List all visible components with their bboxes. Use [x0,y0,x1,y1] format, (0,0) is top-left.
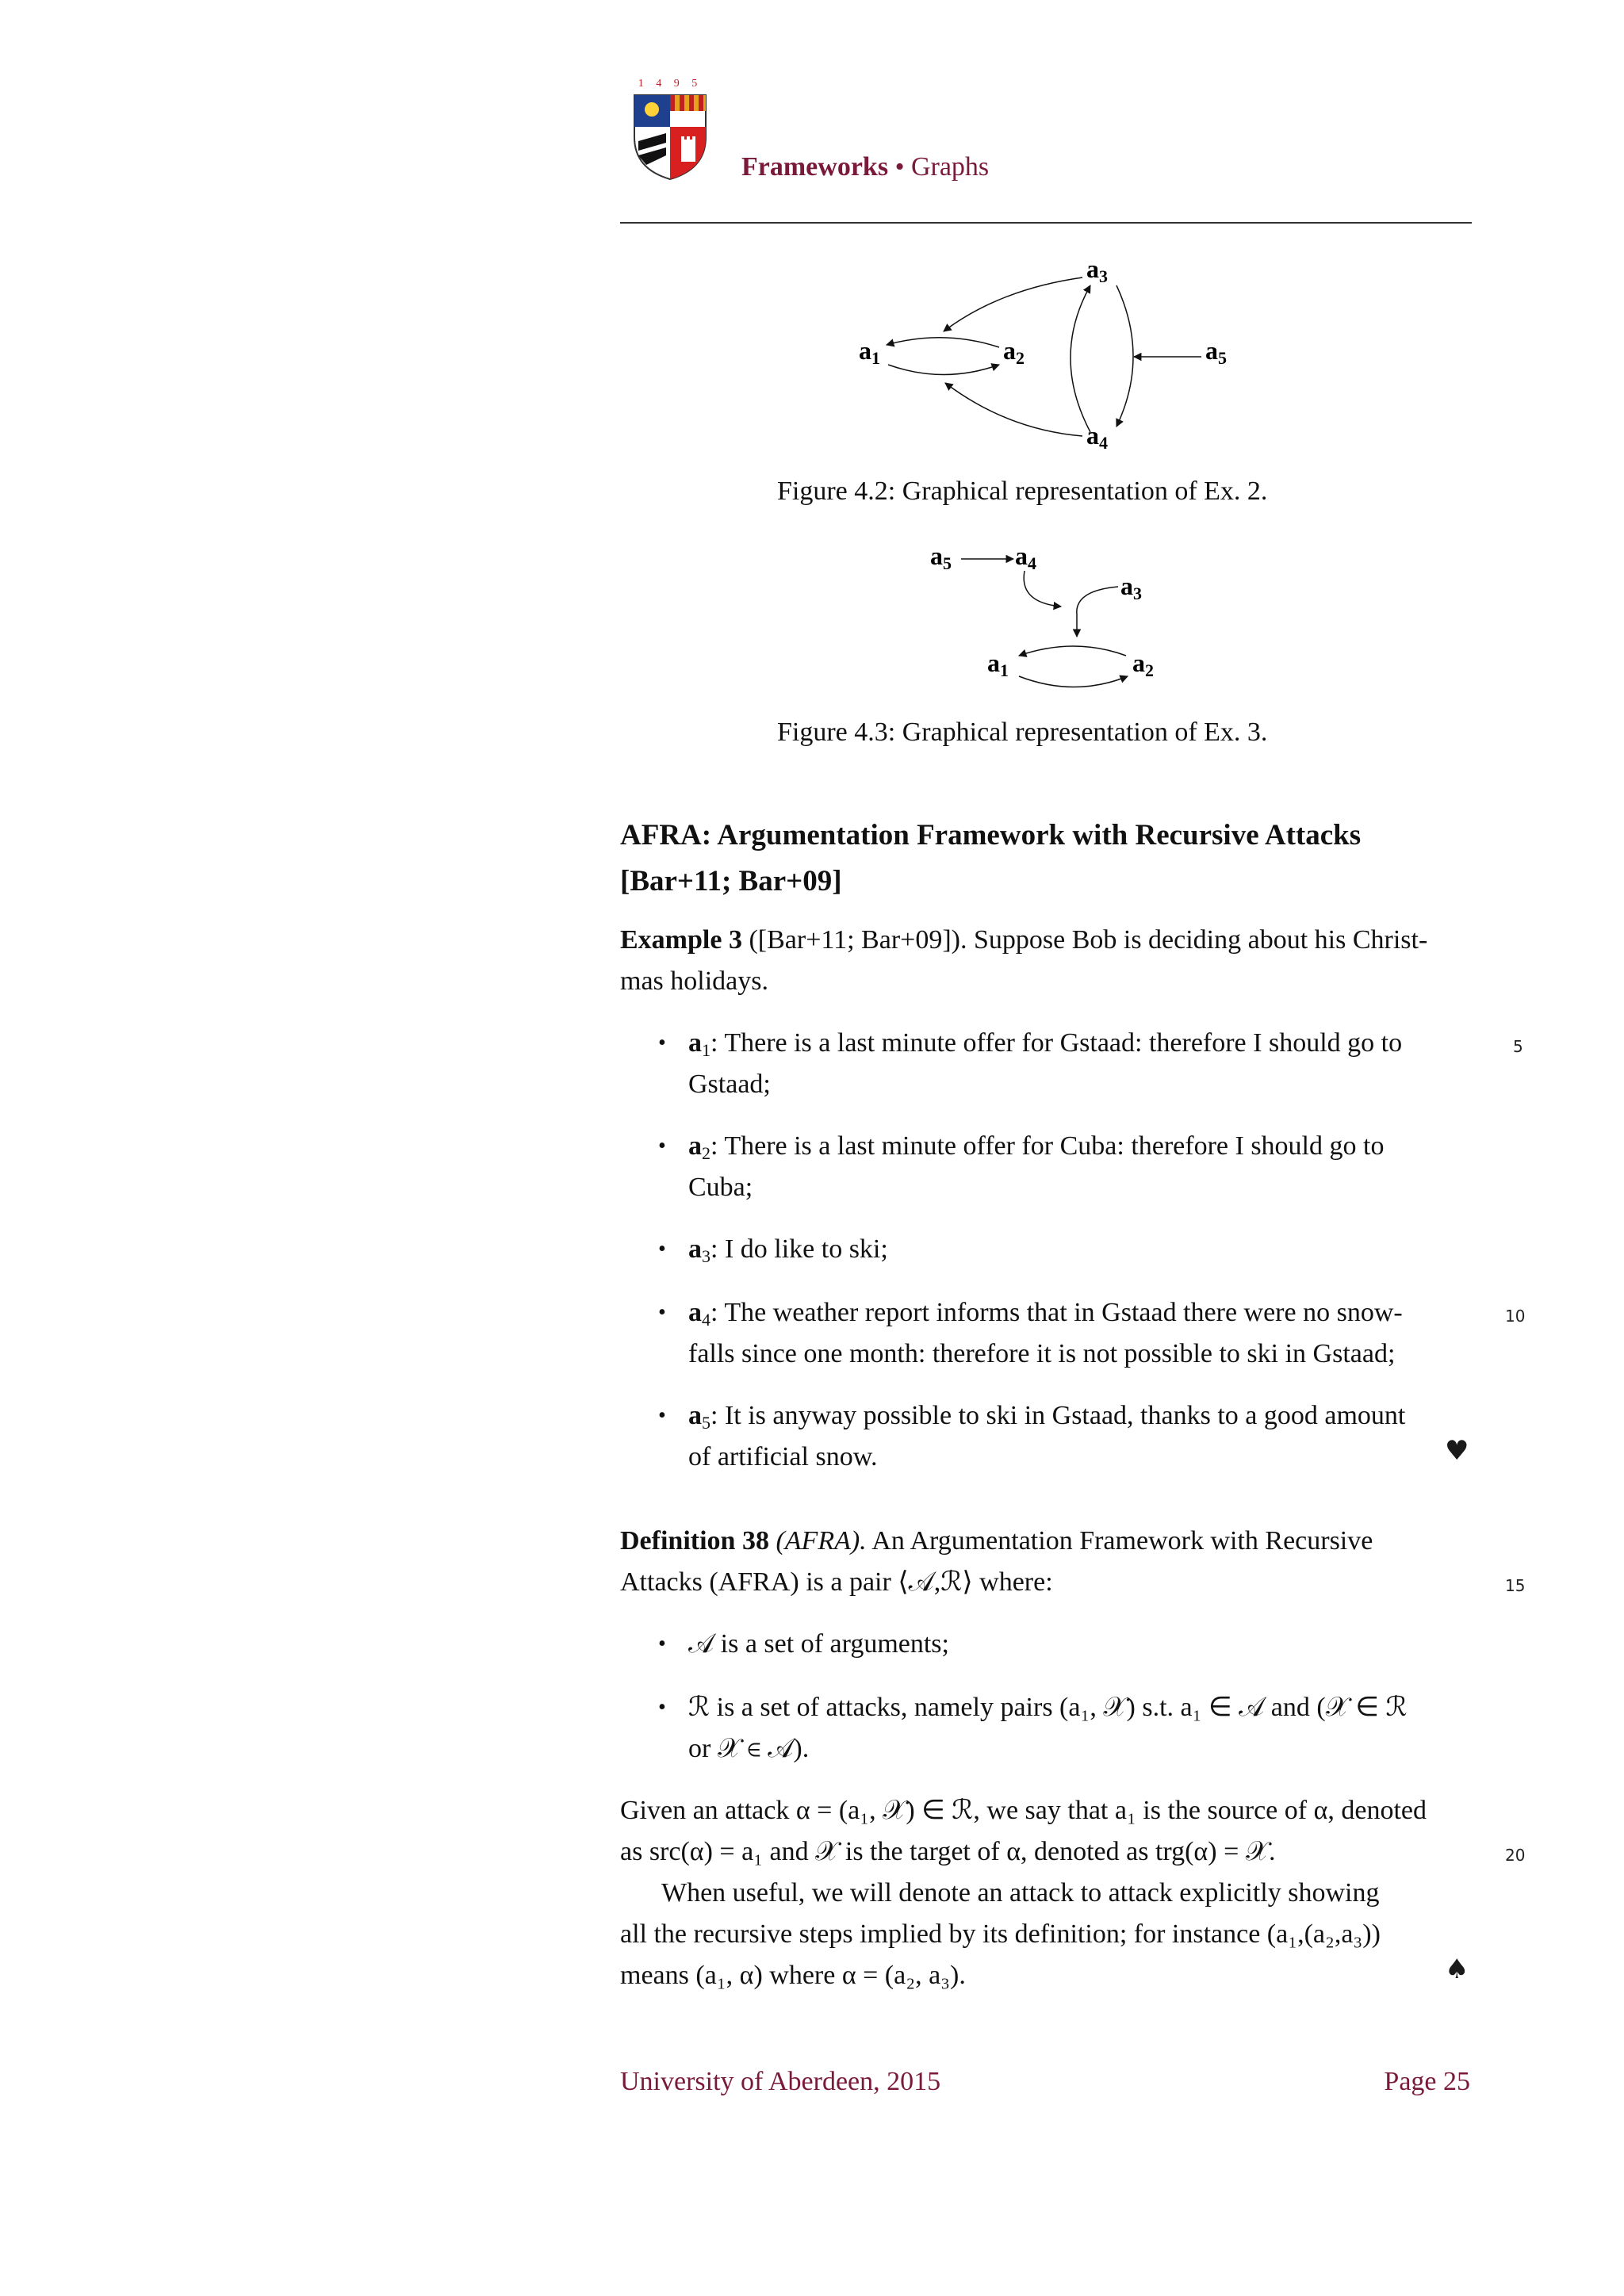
section-heading-line1: AFRA: Argumentation Framework with Recursive Attacks [620,819,1362,851]
figure-4-2-caption: Figure 4.2: Graphical representation of Ex. 2. [777,476,1268,506]
definition-38-item-2: • ℛ is a set of attacks, namely pairs (a₁, 𝒳) s.t. a₁ ∈ 𝒜 and (𝒳 ∈ ℛ or 𝒳 ∈ 𝒜). [658,1693,1408,1763]
definition-38-item-1: • 𝒜 is a set of arguments; [658,1629,949,1659]
running-header [741,152,989,182]
section-heading-line2: [Bar+11; Bar+09] [620,865,842,897]
fig42-edge-a3-a1 [944,277,1082,331]
fig42-edge-a4-a1 [945,383,1082,436]
line-number-10: 10 [1505,1307,1526,1326]
example-3-item-a3: • $a_3$: I do like to ski; [658,1234,888,1266]
figure-4-3-graph [920,535,1174,702]
fig42-node-a2: a2 [1003,336,1025,368]
header-subsection: Graphs [910,152,990,182]
figure-4-3-caption: Figure 4.3: Graphical representation of Ex. 3. [777,718,1268,747]
definition-38-name: (AFRA). [776,1526,867,1556]
example-3-item-a4: • $a_4$: The weather report informs that in Gstaad there were no snow- falls since one month: therefore it is not possible to ski in Gstaad; [658,1298,1403,1368]
fig43-node-a3: a3 [1120,572,1142,603]
header-rule [620,222,1472,224]
fig43-node-a1: a1 [987,649,1009,680]
example-3-intro-line2: mas holidays. [620,966,768,996]
header-separator: • [894,152,905,182]
example-3-item-a1: • $a_1$: There is a last minute offer for Gstaad: therefore I should go to Gstaad; [658,1028,1403,1099]
example-end-heart-icon: ♥ [1445,1435,1469,1467]
header-section: Frameworks [741,152,889,182]
fig42-edge-a3-a4 [1116,285,1133,427]
fig43-edge-a4-attack [1024,571,1061,607]
university-crest [630,78,710,181]
definition-end-spade-icon: ♠ [1445,1954,1469,1985]
definition-38-label: Definition 38 [620,1526,769,1556]
definition-38-line1: An Argumentation Framework with Recursive [871,1526,1373,1556]
footer-university: University of Aberdeen, 2015 [620,2067,941,2096]
crest-year: 1 4 9 5 [638,78,703,90]
paragraph-attack-source-target: Given an attack α = (a₁, 𝒳) ∈ ℛ, we say that a₁ is the source of α, denoted as src(α) = a₁ and 𝒳 is the target of α, denoted as trg(α) = 𝒳. [620,1796,1427,1866]
crest-shield-icon [630,94,710,181]
fig42-edge-a2-a1 [887,338,999,347]
fig42-node-a4: a4 [1086,421,1108,453]
example-3-label: Example 3 [620,925,742,955]
line-number-15: 15 [1505,1576,1526,1595]
line-number-5: 5 [1513,1037,1523,1056]
fig43-edge-a2-a1 [1019,646,1126,656]
example-3-intro [620,920,1472,1002]
fig43-node-a2: a2 [1132,649,1154,680]
example-3-intro-line1: Suppose Bob is deciding about his Christ- [973,925,1428,955]
figure-4-2-graph [841,254,1253,460]
fig42-node-a3: a3 [1086,254,1108,286]
paragraph-recursive-steps: When useful, we will denote an attack to attack explicitly showing all the recursive steps implied by its definition; for instance (a₁,(a₂,a₃)) means (a₁, α) where α = (a₂, a₃). [620,1878,1381,1990]
fig43-node-a4: a4 [1015,541,1036,573]
example-3-ref: ([Bar+11; Bar+09]). [749,925,967,955]
fig43-node-a5: a5 [930,541,952,573]
section-heading [620,813,1361,905]
example-3-item-a5: • $a_5$: It is anyway possible to ski in Gstaad, thanks to a good amount of artificial snow. [658,1401,1406,1471]
fig42-edge-a1-a2 [888,365,999,375]
footer-page-number: Page 25 [1384,2067,1470,2096]
fig42-node-a5: a5 [1205,336,1227,368]
fig42-node-a1: a1 [859,336,880,368]
fig43-edge-a1-a2 [1019,676,1128,687]
fig42-edge-a4-a3 [1071,285,1090,432]
definition-38-line2: Attacks (AFRA) is a pair ⟨𝒜,ℛ⟩ where: [620,1567,1053,1597]
example-3-item-a2: • $a_2$: There is a last minute offer for Cuba: therefore I should go to Cuba; [658,1131,1385,1202]
fig43-edge-a3-a1a2 [1077,587,1118,637]
definition-38 [620,1521,1472,1603]
line-number-20: 20 [1505,1846,1526,1865]
